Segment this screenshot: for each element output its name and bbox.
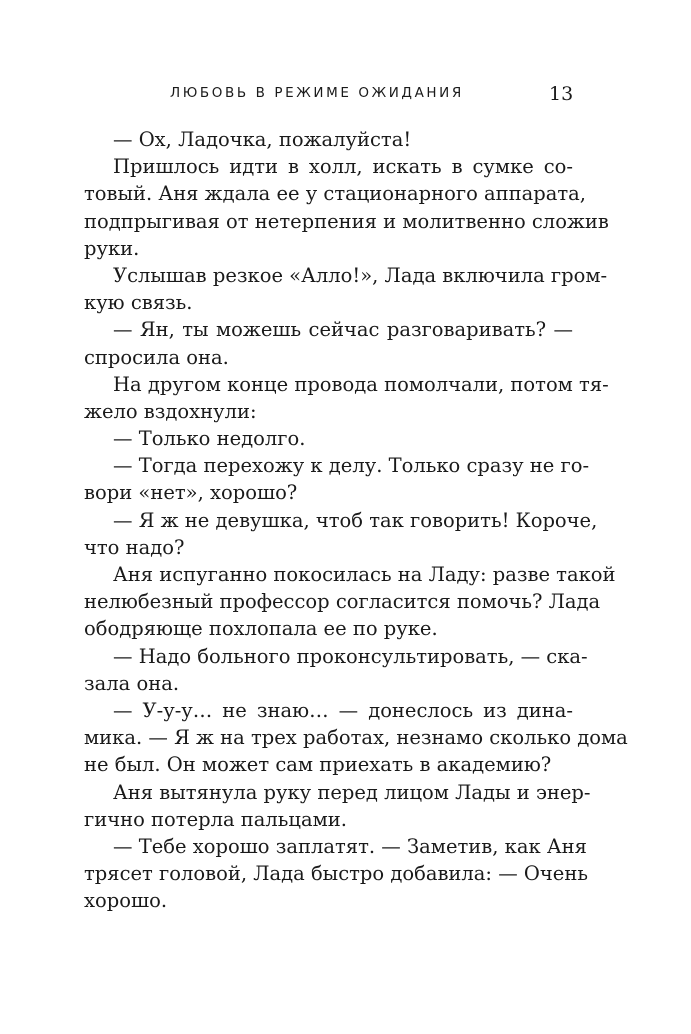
text-line: хорошо. bbox=[84, 889, 168, 913]
text-line: товый. Аня ждала ее у стационарного аппарата, bbox=[84, 182, 586, 206]
running-title: ЛЮБОВЬ В РЕЖИМЕ ОЖИДАНИЯ bbox=[170, 85, 464, 101]
text-line: Аня вытянула руку перед лицом Лады и энер- bbox=[113, 780, 591, 804]
text-line: Аня испуганно покосилась на Ладу: разве такой bbox=[113, 563, 616, 586]
body-text bbox=[84, 126, 628, 914]
text-line: — Ох, Ладочка, пожалуйста! bbox=[113, 128, 412, 151]
text-line: спросила она. bbox=[84, 345, 229, 369]
text-line: кую связь. bbox=[84, 291, 193, 315]
text-line: мика. — Я ж на трех работах, незнамо сколько дома bbox=[84, 726, 628, 750]
text-line: нелюбезный профессор согласится помочь? Лада bbox=[84, 590, 601, 614]
text-line: — Ян, ты можешь сейчас разговаривать? — bbox=[113, 318, 573, 342]
page-number: 13 bbox=[549, 83, 574, 105]
text-line: ободряюще похлопала ее по руке. bbox=[84, 617, 438, 641]
text-line: трясет головой, Лада быстро добавила: — Очень bbox=[84, 862, 588, 886]
text-line: подпрыгивая от нетерпения и молитвенно сложив bbox=[84, 209, 609, 233]
text-line: не был. Он может сам приехать в академию? bbox=[84, 753, 552, 777]
text-line: жело вздохнули: bbox=[84, 399, 257, 423]
text-line: руки. bbox=[84, 236, 140, 260]
text-line: На другом конце провода помолчали, потом тя- bbox=[113, 372, 609, 396]
text-line: — Надо больного проконсультировать, — ска- bbox=[113, 644, 588, 668]
text-line: что надо? bbox=[84, 535, 185, 559]
text-line: — Я ж не девушка, чтоб так говорить! Короче, bbox=[113, 508, 598, 532]
running-header bbox=[0, 83, 691, 107]
text-line: — Тебе хорошо заплатят. — Заметив, как Аня bbox=[113, 834, 587, 858]
text-line: гично потерла пальцами. bbox=[84, 807, 347, 831]
text-line: — Только недолго. bbox=[113, 427, 306, 451]
text-line: Пришлось идти в холл, искать в сумке со- bbox=[113, 155, 573, 179]
text-line: — У-у-у… не знаю… — донеслось из дина- bbox=[113, 698, 573, 722]
text-line: — Тогда перехожу к делу. Только сразу не го- bbox=[113, 454, 590, 478]
text-line: Услышав резкое «Алло!», Лада включила гром- bbox=[113, 263, 608, 287]
text-line: зала она. bbox=[84, 671, 180, 695]
text-line: вори «нет», хорошо? bbox=[84, 481, 298, 505]
